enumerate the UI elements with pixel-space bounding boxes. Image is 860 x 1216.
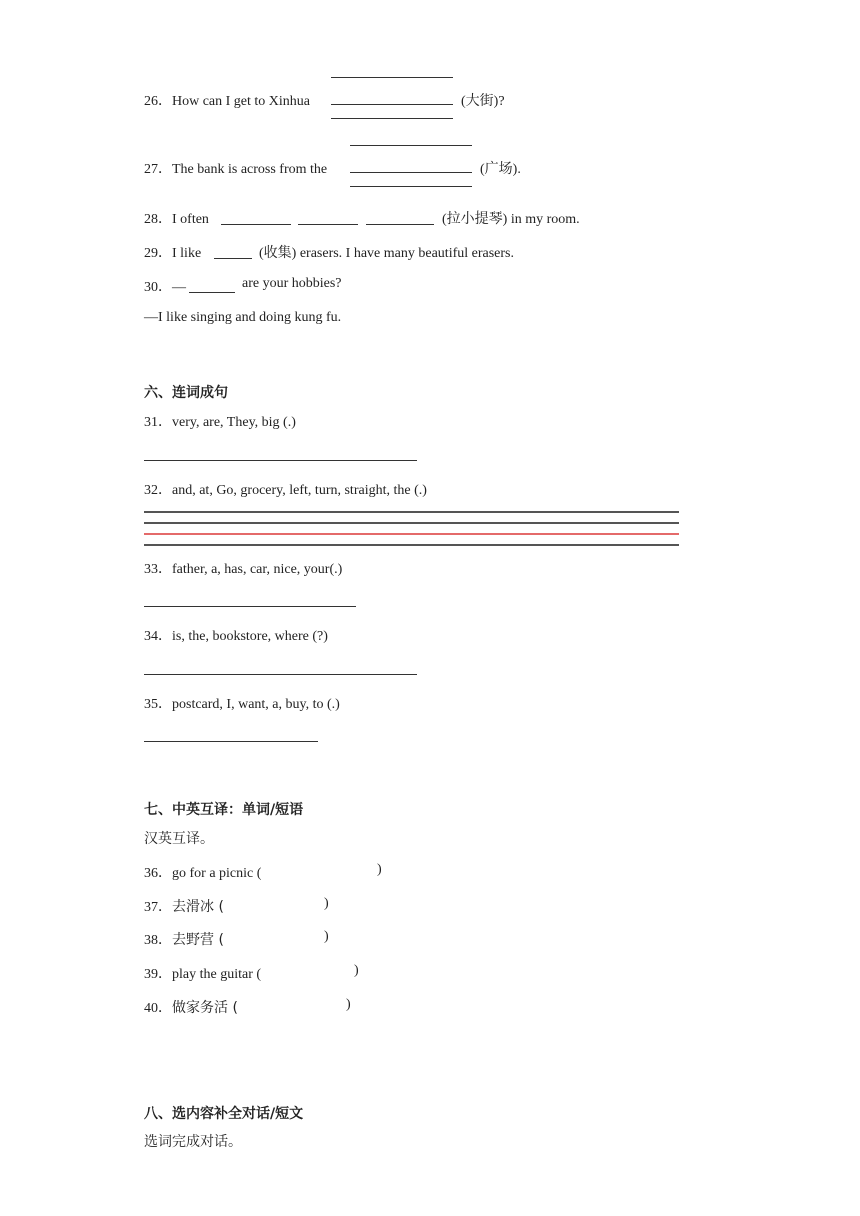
q27-blank-line-bottom: [350, 186, 472, 187]
q30-number: 30．: [144, 280, 172, 295]
q36-row: [144, 862, 261, 882]
q31-answer-line[interactable]: [144, 460, 417, 461]
q39-number: 39．: [144, 967, 172, 982]
q39-close-paren: ): [354, 963, 359, 978]
q30-post: are your hobbies?: [242, 276, 342, 291]
q29-pre: I like: [172, 246, 202, 261]
q33-row: [144, 558, 342, 578]
q40-number: 40．: [144, 1001, 172, 1016]
q27-row: [144, 158, 327, 178]
q35-number: 35．: [144, 697, 172, 712]
q30-answer: —I like singing and doing kung fu.: [144, 310, 342, 325]
section-7-title: 七、中英互译：单词/短语: [144, 802, 304, 818]
q35-row: [144, 693, 340, 713]
q32-answer-line-3[interactable]: [144, 533, 679, 535]
q26-text: How can I get to Xinhua: [172, 94, 311, 109]
q36-answer-blank[interactable]: [272, 862, 376, 880]
q32-answer-line-1[interactable]: [144, 511, 679, 513]
q27-text: The bank is across from the: [172, 162, 328, 177]
q39-row: [144, 963, 261, 983]
q26-hint: (大街)?: [461, 94, 505, 109]
q37-number: 37．: [144, 900, 172, 915]
q26-blank-line-bottom: [331, 118, 453, 119]
q30-dash: —: [172, 280, 186, 295]
q32-answer-line-2[interactable]: [144, 522, 679, 524]
section-6-title: 六、连词成句: [144, 385, 228, 401]
q37-close-paren: ): [324, 896, 329, 911]
q27-hint: (广场).: [480, 162, 521, 177]
q38-close-paren: ): [324, 929, 329, 944]
q30-row: [144, 276, 186, 296]
q38-row: [144, 929, 224, 949]
q28-hint: (拉小提琴) in my room.: [442, 212, 580, 227]
q40-answer-blank[interactable]: [250, 997, 344, 1015]
q38-number: 38．: [144, 933, 172, 948]
q32-number: 32．: [144, 483, 172, 498]
q40-text: 做家务活 (: [172, 1000, 238, 1016]
q28-blank-3[interactable]: [366, 224, 434, 225]
q27-blank-line-top: [350, 145, 472, 146]
q35-answer-line[interactable]: [144, 741, 318, 742]
q29-blank[interactable]: [214, 258, 252, 259]
q39-text: play the guitar (: [172, 967, 262, 982]
q26-number: 26．: [144, 94, 172, 109]
q28-number: 28．: [144, 212, 172, 227]
q26-blank-line-top: [331, 77, 453, 78]
q27-blank-line-middle[interactable]: [350, 172, 472, 173]
q39-answer-blank[interactable]: [270, 963, 352, 981]
q37-text: 去滑冰 (: [172, 899, 224, 915]
q34-row: [144, 625, 328, 645]
q29-post: (收集) erasers. I have many beautiful erasers.: [259, 246, 515, 261]
q30-blank[interactable]: [189, 292, 235, 293]
q36-close-paren: ): [377, 862, 382, 877]
q27-number: 27．: [144, 162, 172, 177]
q28-row: [144, 208, 209, 228]
q31-row: [144, 411, 296, 431]
q36-text: go for a picnic (: [172, 866, 262, 881]
q29-row: [144, 242, 201, 262]
q33-answer-line[interactable]: [144, 606, 356, 607]
q32-answer-line-4[interactable]: [144, 544, 679, 546]
q26-row: [144, 90, 310, 110]
q36-number: 36．: [144, 866, 172, 881]
q33-number: 33．: [144, 562, 172, 577]
q40-close-paren: ): [346, 997, 351, 1012]
q38-text: 去野营 (: [172, 932, 224, 948]
q32-row: [144, 479, 427, 499]
q35-text: postcard, I, want, a, buy, to (.): [172, 697, 340, 712]
q34-answer-line[interactable]: [144, 674, 417, 675]
section-8-title: 八、选内容补全对话/短文: [144, 1106, 304, 1122]
q40-row: [144, 997, 238, 1017]
q37-row: [144, 896, 224, 916]
q31-text: very, are, They, big (.): [172, 415, 296, 430]
q37-answer-blank[interactable]: [234, 896, 322, 914]
q31-number: 31．: [144, 415, 172, 430]
q38-answer-blank[interactable]: [234, 929, 322, 947]
q29-number: 29．: [144, 246, 172, 261]
q26-blank-line-middle[interactable]: [331, 104, 453, 105]
q34-number: 34．: [144, 629, 172, 644]
q32-text: and, at, Go, grocery, left, turn, straight, the (.): [172, 483, 427, 498]
section-7-instruction: 汉英互译。: [144, 831, 214, 847]
q28-pre: I often: [172, 212, 209, 227]
section-8-instruction: 选词完成对话。: [144, 1134, 242, 1150]
q28-blank-1[interactable]: [221, 224, 291, 225]
q33-text: father, a, has, car, nice, your(.): [172, 562, 343, 577]
q28-blank-2[interactable]: [298, 224, 358, 225]
q34-text: is, the, bookstore, where (?): [172, 629, 328, 644]
